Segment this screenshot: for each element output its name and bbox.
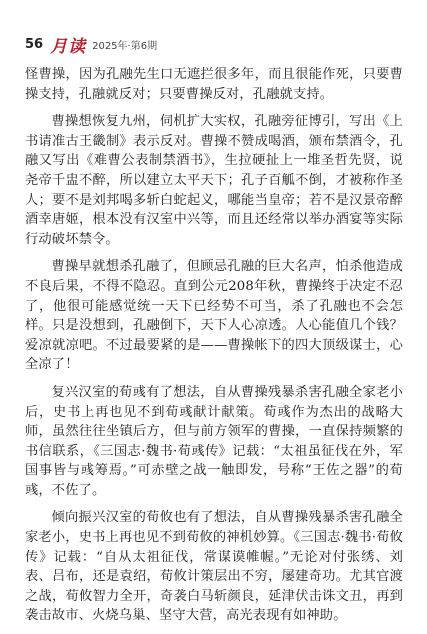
article-body: [25, 65, 403, 634]
paragraph-continued: 怪曹操，因为孔融先生口无遮拦很多年，而且很能作死，只要曹操支持，孔融就反对；只要曹操反对，孔融就支持。: [25, 67, 403, 102]
page-number: 56: [25, 36, 44, 52]
paragraph: 曹操想恢复九州，伺机扩大实权，孔融旁征博引，写出《上书请准古王畿制》表示反对。曹操不赞成喝酒，颁布禁酒令，孔融又写出《难曹公表制禁酒书》，生拉硬扯上一堆圣哲先贤，说尧帝千盅不醉，所以建立太平天下；孔子百觚不倒，才被称作圣人；要不是刘邦喝多斩白蛇起义，哪能当皇帝；若不是汉景帝醉酒幸唐姬，根本没有汉室中兴等，而且还经常以举办酒宴等实际行动破坏禁令。: [25, 114, 403, 247]
issue-label: 2025年·第6期: [92, 40, 158, 52]
paragraph: 倾向振兴汉室的荀攸也有了想法，自从曹操残暴杀害孔融全家老小，史书上再也见不到荀攸的神机妙算。《三国志·魏书·荀攸传》记载：“自从太祖征伐，常谋谟帷幄。”无论对付张绣、刘表、吕布，还是袁绍，荀攸计策层出不穷，屡建奇功。尤其官渡之战，荀攸智力全开，奇袭白马斩颜良，延津伏击诛文丑，再到袭击故市、火烧乌巢、坚守大营，高光表现有如神助。: [25, 510, 403, 624]
page-header: [25, 32, 157, 56]
magazine-logo: 月读: [50, 36, 87, 57]
paragraph: 曹操早就想杀孔融了，但顾忌孔融的巨大名声，怕杀他造成不良后果，不得不隐忍。直到公元208年秋，曹操终于决定不忍了，他很可能感觉统一天下已经势不可当，杀了孔融也不会怎样。只是没想到，孔融倒下，天下人心凉透。人心能值几个钱？爱凉就凉吧。不过最要紧的是——曹操帐下的四大顶级谋士，心全凉了！: [25, 259, 403, 373]
paragraph: 复兴汉室的荀彧有了想法，自从曹操残暴杀害孔融全家老小后，史书上再也见不到荀彧献计献策。荀彧作为杰出的战略大师，虽然往往坐镇后方，但与前方领军的曹操，一直保持频繁的书信联系，《三国志·魏书·荀彧传》记载：“太祖虽征伐在外，军国事皆与彧筹焉。”可赤壁之战一触即发，号称“王佐之器”的荀彧，不佐了。: [25, 384, 403, 498]
